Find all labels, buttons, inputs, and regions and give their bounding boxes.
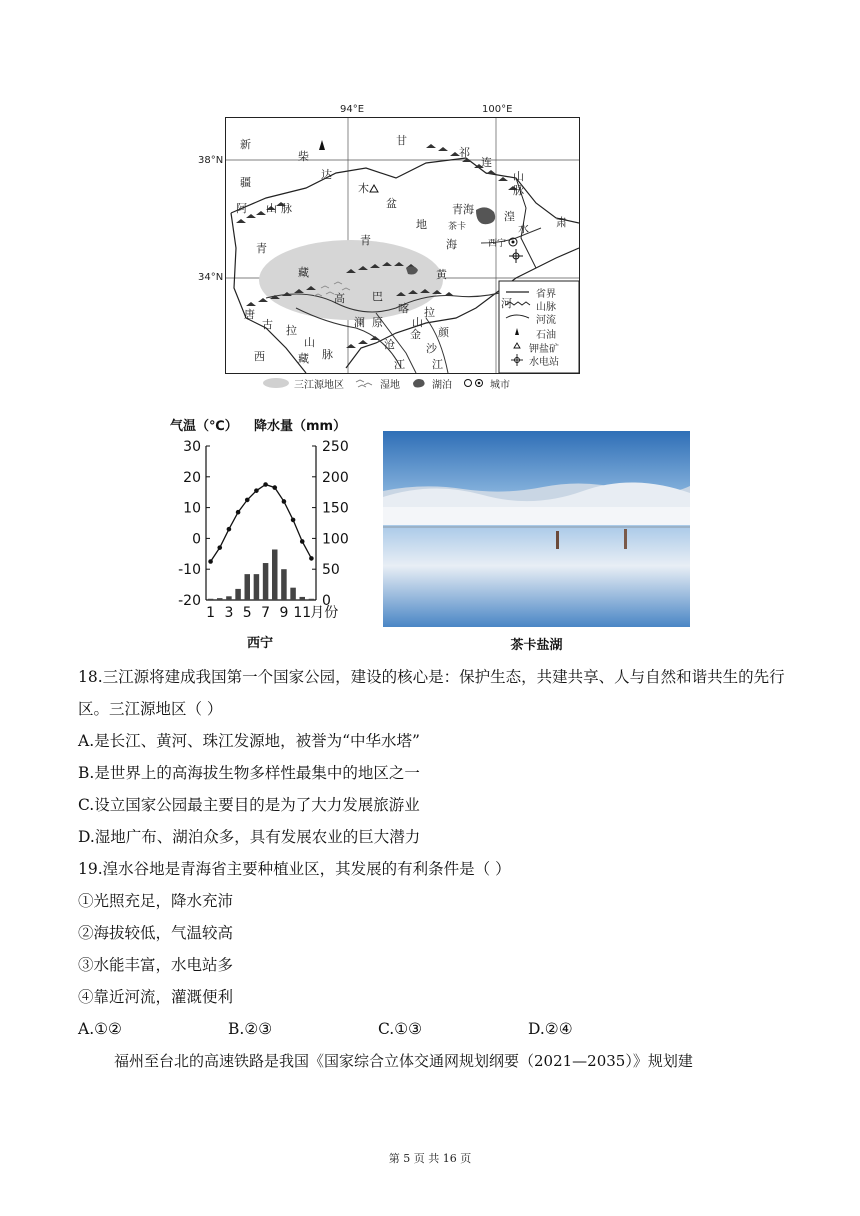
wetland-icon — [354, 377, 376, 389]
y-left-tick-label: 0 — [192, 531, 201, 548]
temperature-point — [254, 488, 259, 493]
map — [225, 117, 580, 374]
label-lian: 连 — [481, 156, 492, 169]
label-yuan: 原 — [372, 316, 383, 329]
label-mu: 木 — [358, 182, 369, 195]
y-left-tick-label: 30 — [183, 439, 201, 455]
precip-bar — [208, 599, 214, 600]
label-gan: 甘 — [396, 134, 407, 147]
x-tick-label: 11 — [293, 605, 312, 621]
legend-hydro: 水电站 — [529, 357, 559, 368]
label-qinghai-lake: 青海 — [452, 203, 474, 216]
q18-option-a: A.是长江、黄河、珠江发源地，被誉为“中华水塔” — [78, 732, 420, 750]
photo-image — [383, 431, 690, 627]
label-lan: 澜 — [354, 316, 365, 329]
legend-province-boundary: 省界 — [536, 289, 556, 300]
x-tick-label: 7 — [261, 605, 271, 621]
q19-stem: 19.湟水谷地是青海省主要种植业区，其发展的有利条件是（ ） — [78, 860, 511, 878]
lon-94-label: 94°E — [340, 104, 365, 115]
photo-caption: 茶卡盐湖 — [510, 638, 563, 653]
legend-mountain: 山脉 — [536, 302, 556, 313]
label-aerjin-c: 脉 — [281, 202, 292, 215]
y-right-tick-label: 200 — [322, 469, 349, 486]
legend-sanjiangyuan: 三江源地区 — [262, 376, 344, 391]
q19-item-4: ④靠近河流，灌溉便利 — [78, 988, 234, 1006]
temperature-point — [227, 527, 232, 532]
label-chaka-a: 茶卡 — [448, 222, 467, 232]
temperature-point — [300, 539, 305, 544]
map-legend-bottom — [262, 375, 520, 391]
mountain-qilian — [426, 144, 518, 190]
lon-100-label: 100°E — [482, 104, 513, 115]
q18-stem: 18.三江源将建成我国第一个国家公园，建设的核心是：保护生态，共建共享、人与自然和谐共生的先行区。三江源地区（ ） — [78, 668, 785, 718]
q19-item-1: ①光照充足，降水充沛 — [78, 892, 234, 910]
lat-34-label: 34°N — [198, 272, 224, 283]
legend-river: 河流 — [536, 315, 556, 326]
map-drawing — [226, 118, 579, 373]
label-shan-left: 山 — [304, 336, 315, 349]
temperature-point — [236, 510, 241, 515]
temperature-point — [291, 518, 296, 523]
legend-oil: 石油 — [536, 330, 556, 341]
q19-item-2: ②海拔较低，气温较高 — [78, 924, 234, 942]
y-left-axis-label: 气温（℃） — [170, 419, 238, 434]
lake-icon — [410, 377, 428, 389]
city-icon — [462, 377, 486, 389]
label-la: 拉 — [286, 324, 297, 337]
y-right-axis-label: 降水量（mm） — [254, 419, 347, 434]
potash-symbol — [370, 185, 378, 192]
legend-potash: 钾盐矿 — [529, 344, 559, 355]
q18-option-d: D.湿地广布、湖泊众多，具有发展农业的巨大潜力 — [78, 828, 421, 846]
precip-bar — [309, 599, 315, 600]
chart-caption: 西宁 — [246, 636, 274, 651]
label-huang: 湟 — [504, 210, 515, 223]
precip-bar — [254, 574, 260, 600]
y-left-tick-label: 20 — [183, 469, 201, 486]
precip-bar — [235, 589, 241, 600]
label-zang-bottom: 藏 — [298, 352, 309, 365]
q19-option-c: C.①③ — [378, 1020, 423, 1038]
label-mai-right: 脉 — [513, 184, 524, 197]
climate-chart-svg — [168, 414, 383, 654]
y-right-tick-label: 250 — [322, 439, 349, 455]
y-left-tick-label: 10 — [183, 500, 201, 517]
chaka-salt-lake-photo — [383, 431, 690, 627]
passage-text: 福州至台北的高速铁路是我国《国家综合立体交通网规划纲要（2021—2035）》规划建 — [114, 1052, 693, 1070]
label-qi: 祁 — [459, 146, 470, 159]
q19-options — [78, 1013, 786, 1045]
label-huang-river: 黄 — [436, 268, 447, 281]
label-he-river: 河 — [501, 297, 512, 310]
label-xi: 西 — [254, 350, 265, 363]
label-bayan: 巴 — [372, 290, 383, 303]
label-xining: 西宁 — [488, 239, 507, 249]
label-shui: 水 — [518, 222, 529, 235]
page-footer: 第 5 页 共 16 页 — [388, 1152, 472, 1165]
temperature-point — [208, 559, 213, 564]
x-tick-label: 5 — [242, 605, 252, 621]
temperature-point — [263, 482, 268, 487]
climate-chart — [168, 414, 383, 654]
x-tick-label: 9 — [279, 605, 289, 621]
label-cang: 沧 — [384, 338, 395, 351]
label-da: 达 — [321, 168, 332, 181]
temperature-point — [272, 485, 277, 490]
temperature-line — [211, 485, 312, 562]
label-sha: 沙 — [426, 342, 437, 355]
y-left-tick-label: -10 — [178, 562, 201, 579]
precip-bar — [245, 574, 251, 600]
lake-qinghai — [476, 207, 495, 224]
temperature-point — [217, 545, 222, 550]
label-xin: 新 — [240, 138, 251, 151]
sanjiangyuan-region — [259, 240, 443, 320]
y-right-tick-label: 150 — [322, 500, 349, 517]
legend-wetland: 湿地 — [354, 376, 400, 391]
precip-bar — [290, 588, 296, 600]
label-jin: 金 — [410, 328, 421, 341]
label-gao: 高 — [334, 292, 345, 305]
label-pen: 盆 — [386, 197, 397, 210]
x-tick-label: 3 — [224, 605, 234, 621]
x-axis-label: 月份 — [310, 605, 339, 621]
mountain-south — [346, 336, 380, 348]
q19-option-b: B.②③ — [228, 1020, 273, 1038]
legend-city: 城市 — [462, 376, 510, 391]
y-left-tick-label: -20 — [178, 593, 201, 609]
label-zang: 藏 — [298, 266, 309, 279]
y-right-tick-label: 100 — [322, 531, 349, 548]
label-shan2: 山 — [412, 316, 423, 329]
label-jiang2: 江 — [432, 358, 443, 371]
temperature-point — [245, 498, 250, 503]
y-right-tick-label: 0 — [322, 593, 331, 609]
q18-option-b: B.是世界上的高海拔生物多样性最集中的地区之一 — [78, 764, 420, 782]
precip-bar — [272, 549, 278, 600]
precip-bar — [226, 596, 232, 600]
question-block — [78, 661, 786, 1077]
label-gu: 古 — [262, 318, 273, 331]
y-right-tick-label: 50 — [322, 562, 340, 579]
q19-option-a: A.①② — [78, 1020, 122, 1038]
hydro-symbol — [509, 249, 523, 263]
label-su: 肃 — [556, 216, 567, 229]
label-shan-right: 山 — [513, 170, 524, 183]
label-tang: 唐 — [244, 308, 255, 321]
q19-item-3: ③水能丰富，水电站多 — [78, 956, 234, 974]
label-qing-mid: 青 — [360, 234, 371, 247]
precip-bar — [300, 597, 306, 600]
label-qing-left: 青 — [256, 242, 267, 255]
label-mai-left: 脉 — [322, 348, 333, 361]
label-yan: 颜 — [438, 326, 449, 339]
lat-38-label: 38°N — [198, 155, 224, 166]
oil-symbol — [319, 140, 325, 150]
label-chai: 柴 — [298, 150, 309, 163]
precip-bar — [281, 569, 287, 600]
q19-option-d: D.②④ — [528, 1020, 573, 1038]
label-jiang: 疆 — [240, 176, 251, 189]
temperature-point — [282, 499, 287, 504]
x-tick-label: 1 — [206, 605, 216, 621]
legend-lake: 湖泊 — [410, 376, 452, 391]
label-aerjin-a: 阿 — [236, 202, 247, 215]
temperature-point — [309, 556, 314, 561]
precip-bar — [263, 563, 269, 600]
q18-option-c: C.设立国家公园最主要目的是为了大力发展旅游业 — [78, 796, 420, 814]
label-la2: 拉 — [424, 306, 435, 319]
label-ka: 喀 — [398, 302, 409, 315]
label-di: 地 — [416, 218, 427, 231]
precip-bar — [217, 598, 223, 600]
label-aerjin-b: 山 — [266, 202, 277, 215]
label-chaka-b: 海 — [446, 238, 457, 251]
label-jiang-bottom: 江 — [394, 358, 405, 371]
